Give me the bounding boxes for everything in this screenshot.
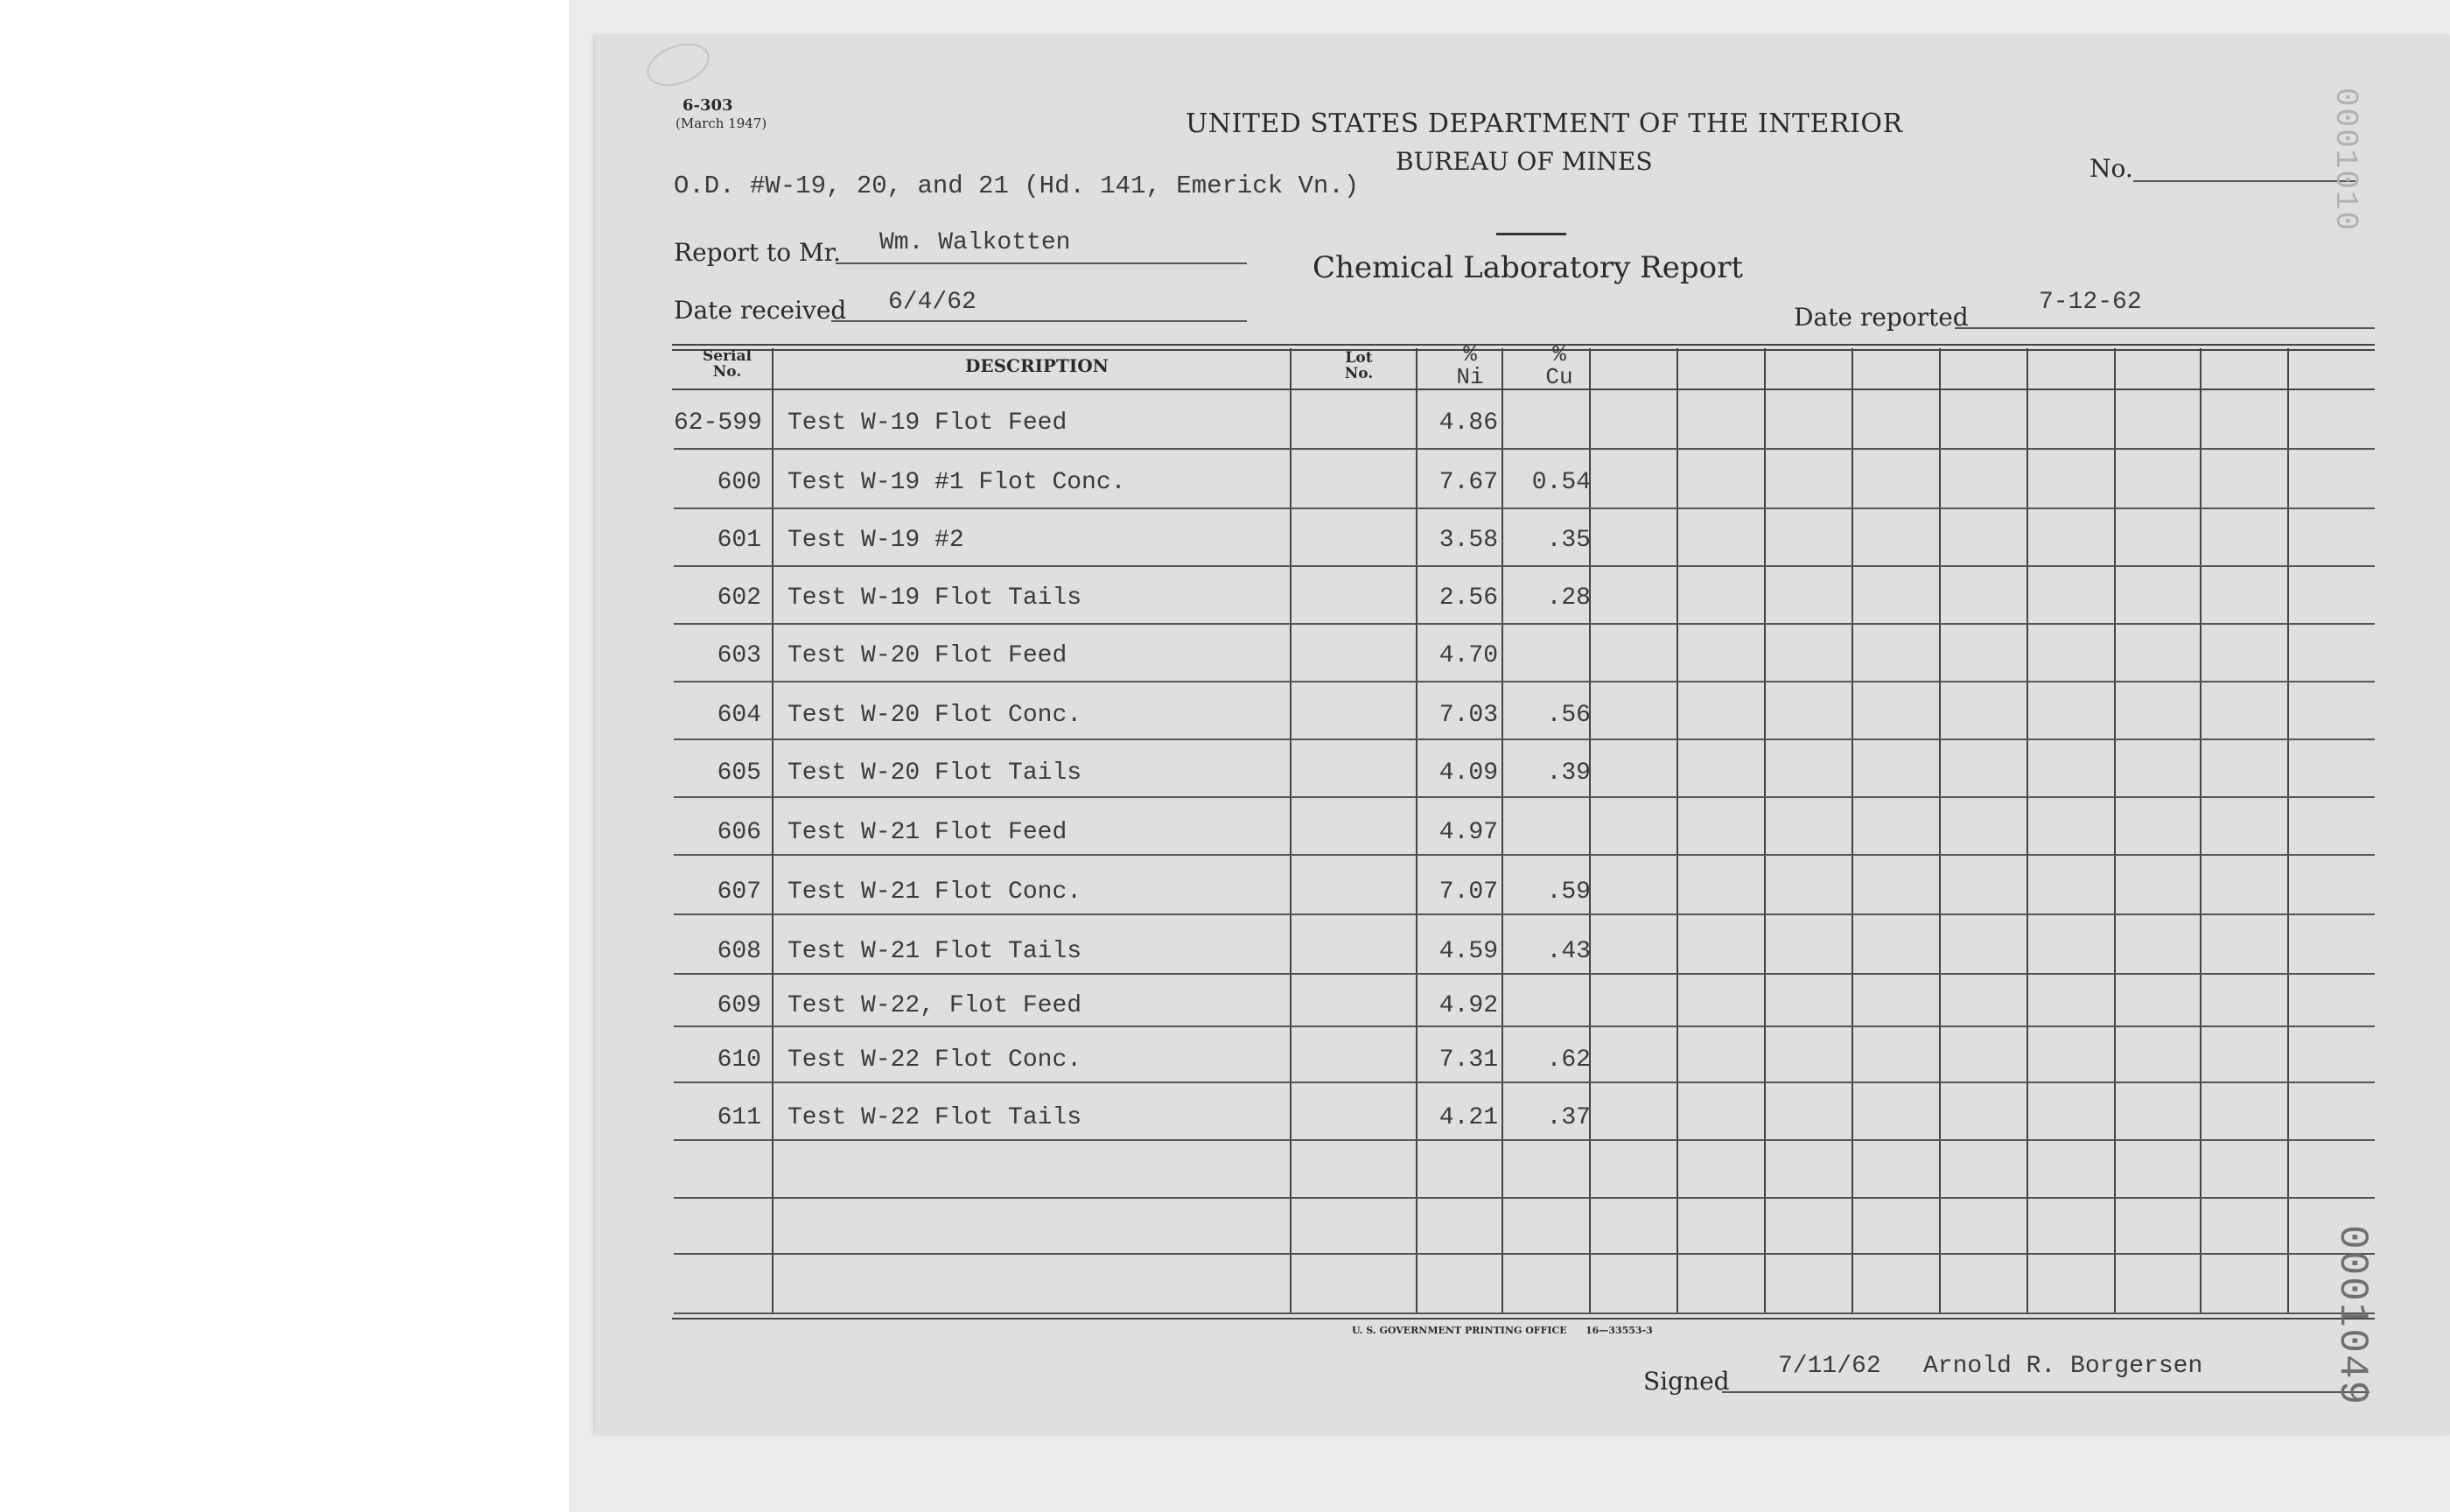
report-to-label: Report to Mr.: [674, 238, 841, 267]
cell-ni: 7.07: [1438, 878, 1498, 906]
date-received-line: [831, 320, 1247, 322]
cell-serial: 605: [717, 760, 761, 787]
cell-serial: 604: [717, 702, 761, 729]
row-rule: [674, 1253, 2375, 1255]
cell-description: Test W-19 Flot Tails: [788, 584, 1082, 612]
signed-label: Signed: [1643, 1367, 1730, 1396]
title-rule: [1496, 233, 1566, 235]
signer-name: Arnold R. Borgersen: [1923, 1353, 2203, 1380]
date-received-label: Date received: [674, 296, 847, 325]
signed-date: 7/11/62: [1778, 1353, 1881, 1380]
cell-cu: .39: [1546, 760, 1591, 787]
cell-description: Test W-20 Flot Feed: [788, 642, 1068, 669]
cell-serial: 600: [717, 469, 761, 496]
cell-serial: 603: [717, 642, 761, 669]
cell-ni: 4.92: [1438, 992, 1498, 1019]
table-header-rule: [672, 388, 2375, 390]
column-divider: [2114, 348, 2116, 1312]
cell-serial: 606: [717, 819, 761, 846]
header-lot: Lot No.: [1344, 349, 1374, 382]
column-divider: [772, 348, 774, 1312]
cell-serial: 62-599: [674, 410, 762, 437]
cell-cu: .37: [1546, 1104, 1591, 1131]
cell-cu: .62: [1546, 1046, 1591, 1074]
row-rule: [674, 1139, 2375, 1141]
row-rule: [674, 508, 2375, 509]
cell-description: Test W-21 Flot Conc.: [788, 878, 1082, 906]
date-reported-line: [1955, 327, 2375, 329]
cell-serial: 601: [717, 527, 761, 554]
header-ni: % Ni: [1456, 341, 1484, 390]
cell-serial: 602: [717, 584, 761, 612]
bureau-heading: BUREAU OF MINES: [1396, 147, 1653, 176]
printer-imprint: U. S. GOVERNMENT PRINTING OFFICE: [1352, 1325, 1567, 1336]
header-cu: % Cu: [1545, 341, 1573, 390]
cell-cu: .43: [1546, 938, 1591, 965]
row-rule: [674, 738, 2375, 740]
row-rule: [674, 1082, 2375, 1083]
table-bottom-rule: [674, 1312, 2375, 1314]
cell-description: Test W-22 Flot Conc.: [788, 1046, 1082, 1074]
signature-line: [1722, 1391, 2370, 1393]
cell-description: Test W-19 #2: [788, 527, 964, 554]
document-number-stamp-top: 0001010: [2328, 88, 2363, 233]
cell-ni: 4.97: [1438, 819, 1498, 846]
date-reported-value: 7-12-62: [2039, 289, 2142, 316]
cell-serial: 610: [717, 1046, 761, 1074]
cell-description: Test W-19 Flot Feed: [788, 410, 1068, 437]
cell-ni: 2.56: [1438, 584, 1498, 612]
report-title: Chemical Laboratory Report: [1312, 250, 1744, 285]
cell-ni: 4.09: [1438, 760, 1498, 787]
cell-description: Test W-22, Flot Feed: [788, 992, 1082, 1019]
cell-ni: 3.58: [1438, 527, 1498, 554]
cell-cu: 0.54: [1531, 469, 1591, 496]
report-sheet: [595, 35, 2450, 1435]
cell-serial: 611: [717, 1104, 761, 1131]
column-divider: [2200, 348, 2202, 1312]
column-divider: [2026, 348, 2028, 1312]
printer-code: 16—33553-3: [1586, 1325, 1653, 1336]
table-top-rule: [672, 344, 2375, 346]
cell-description: Test W-22 Flot Tails: [788, 1104, 1082, 1131]
row-rule: [674, 914, 2375, 915]
report-to-value: Wm. Walkotten: [879, 229, 1071, 256]
cell-ni: 4.86: [1438, 410, 1498, 437]
cell-cu: .59: [1546, 878, 1591, 906]
row-rule: [674, 448, 2375, 450]
cell-description: Test W-19 #1 Flot Conc.: [788, 469, 1126, 496]
row-rule: [674, 1197, 2375, 1199]
no-field-line: [2133, 180, 2356, 182]
column-divider: [1764, 348, 1766, 1312]
column-divider: [1290, 348, 1292, 1312]
row-rule: [674, 565, 2375, 567]
cell-description: Test W-21 Flot Tails: [788, 938, 1082, 965]
report-to-line: [836, 262, 1247, 264]
header-serial: Serial No.: [703, 347, 752, 381]
cell-description: Test W-20 Flot Conc.: [788, 702, 1082, 729]
document-number-stamp-bottom: 0001049: [2329, 1225, 2375, 1407]
cell-description: Test W-20 Flot Tails: [788, 760, 1082, 787]
cell-cu: .28: [1546, 584, 1591, 612]
column-divider: [1676, 348, 1678, 1312]
row-rule: [674, 973, 2375, 975]
column-divider: [1852, 348, 1853, 1312]
date-reported-label: Date reported: [1794, 303, 1969, 332]
cell-ni: 4.70: [1438, 642, 1498, 669]
od-reference: O.D. #W-19, 20, and 21 (Hd. 141, Emerick Vn.): [674, 172, 1360, 200]
no-label: No.: [2090, 154, 2133, 183]
cell-ni: 4.21: [1438, 1104, 1498, 1131]
cell-ni: 4.59: [1438, 938, 1498, 965]
header-description: DESCRIPTION: [965, 355, 1109, 376]
cell-serial: 607: [717, 878, 761, 906]
cell-description: Test W-21 Flot Feed: [788, 819, 1068, 846]
table-top-rule-2: [672, 349, 2375, 351]
cell-ni: 7.31: [1438, 1046, 1498, 1074]
row-rule: [674, 854, 2375, 856]
cell-serial: 608: [717, 938, 761, 965]
department-heading: UNITED STATES DEPARTMENT OF THE INTERIOR: [1186, 108, 1903, 139]
cell-cu: .56: [1546, 702, 1591, 729]
footer-rule: [672, 1318, 2375, 1320]
form-code: 6-303: [682, 96, 733, 115]
row-rule: [674, 681, 2375, 682]
column-divider: [2287, 348, 2289, 1312]
cell-serial: 609: [717, 992, 761, 1019]
row-rule: [674, 796, 2375, 798]
date-received-value: 6/4/62: [888, 289, 976, 316]
row-rule: [674, 623, 2375, 625]
cell-cu: .35: [1546, 527, 1591, 554]
row-rule: [674, 1026, 2375, 1027]
cell-ni: 7.03: [1438, 702, 1498, 729]
form-revision: (March 1947): [676, 116, 767, 131]
column-divider: [1939, 348, 1941, 1312]
cell-ni: 7.67: [1438, 469, 1498, 496]
